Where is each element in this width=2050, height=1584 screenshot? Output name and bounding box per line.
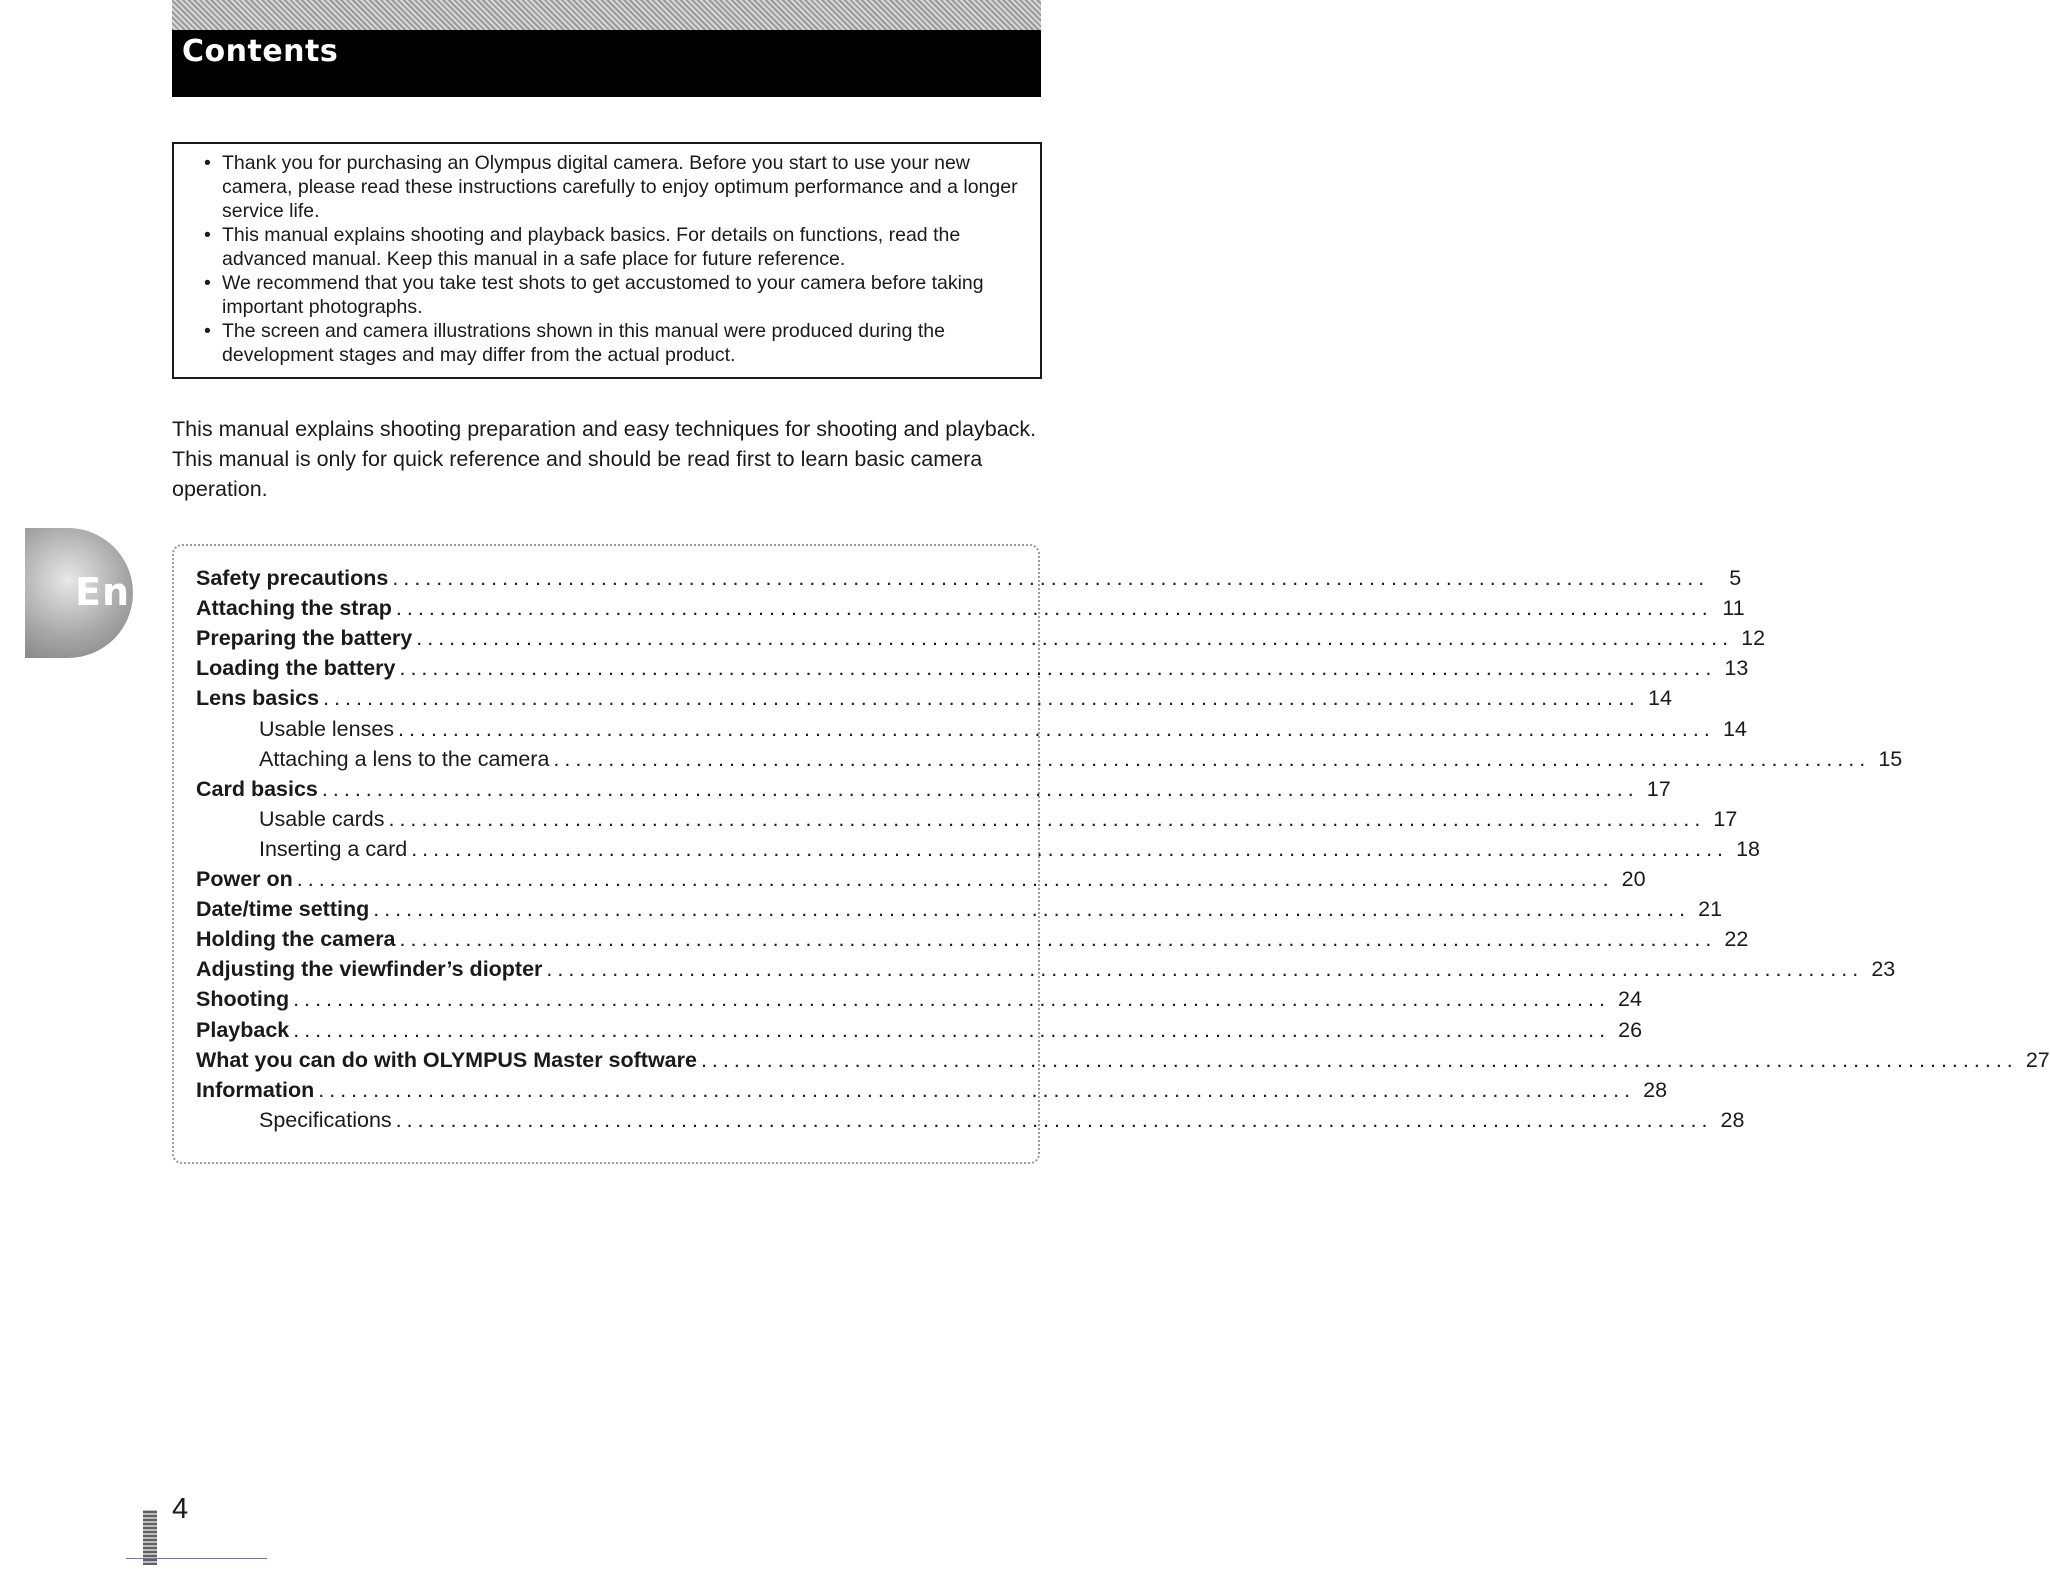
notice-item [204,223,1028,271]
language-tab-label: En [75,570,131,614]
toc-entry-page: 28 [1643,1077,1668,1102]
toc-entry-page: 26 [1618,1017,1643,1042]
header-bar [172,0,1041,97]
toc-entry-page: 17 [1646,776,1671,801]
toc-entry-title: Attaching the strap [196,596,392,621]
toc-entry-title: Preparing the battery [196,626,413,651]
toc-leader-dots: ........................................................................................................................ [553,746,1871,771]
toc-entry-page: 18 [1736,836,1761,861]
toc-entry[interactable] [196,686,1672,716]
toc-leader-dots: ........................................................................................................................ [388,806,1706,831]
toc-entry-title: Power on [196,867,293,891]
toc-entry-page: 12 [1741,626,1766,651]
notice-text: Thank you for purchasing an Olympus digital camera. Before you start to use your new camera, please read these instructions carefully to enjoy optimum performance and a longer service life. [222,152,1018,222]
toc-leader-dots: ........................................................................................................................ [399,927,1717,952]
toc-entry[interactable] [196,1047,2050,1078]
toc-leader-dots: ........................................................................................................................ [323,686,1640,711]
toc-entry-page: 27 [2025,1047,2050,1072]
notice-item [204,271,1028,319]
toc-leader-dots: ........................................................................................................................ [395,1107,1713,1132]
bullet-icon: • [204,272,211,294]
toc-entry-title: Usable lenses [259,716,395,741]
toc-entry-page: 13 [1724,656,1749,681]
header-stripe [172,0,1041,30]
toc-leader-dots: ........................................................................................................................ [398,716,1715,741]
toc-entry[interactable] [196,776,1671,807]
toc-entry[interactable] [196,987,1642,1017]
toc-entry-title: Holding the camera [196,927,396,952]
toc-entry-page: 21 [1698,897,1723,922]
toc-entry[interactable] [259,836,1761,867]
toc-leader-dots: ........................................................................................................................ [293,987,1610,1012]
toc-entry-page: 17 [1713,806,1738,831]
bullet-icon: • [204,320,211,342]
bullet-icon: • [204,224,211,246]
toc-leader-dots: ........................................................................................................................ [392,566,1710,590]
toc-leader-dots: ........................................................................................................................ [293,1017,1611,1042]
toc-entry-page: 22 [1724,927,1749,952]
page-title: Contents [182,34,339,69]
toc-leader-dots: ........................................................................................................................ [411,836,1729,861]
toc-entry[interactable] [259,716,1747,747]
toc-entry[interactable] [196,1077,1668,1108]
toc-entry[interactable] [259,746,1903,777]
notice-text: The screen and camera illustrations shown in this manual were produced during the development stages and may differ from the actual product. [222,320,945,366]
toc-entry-title: Shooting [196,987,290,1012]
toc-entry[interactable] [259,1107,1745,1138]
toc-entry-title: Card basics [196,776,318,801]
toc-entry-title: Safety precautions [196,566,389,590]
toc-entry-title: Date/time setting [196,897,370,922]
toc-entry[interactable] [196,867,1646,897]
toc-entry[interactable] [196,957,1896,987]
toc-entry-title: What you can do with OLYMPUS Master software [196,1047,697,1072]
toc-leader-dots: ........................................................................................................................ [373,897,1691,922]
toc-entry-page: 15 [1878,746,1903,771]
toc-entry-page: 14 [1647,686,1672,711]
toc-entry[interactable] [196,566,1742,596]
notice-list [174,144,1040,367]
language-tab [25,528,133,658]
notice-box [172,142,1042,379]
intro-paragraph: This manual explains shooting preparation and easy techniques for shooting and playback. This manual is only for quick reference and should be read first to learn basic camera operation. [172,417,1037,501]
toc-entry-page: 24 [1618,987,1642,1012]
toc-entry[interactable] [259,806,1738,837]
bullet-icon: • [204,152,211,174]
toc-box [172,544,2050,1164]
page-rule [126,1558,267,1559]
toc-entry-page: 20 [1621,867,1646,891]
notice-item [204,151,1028,223]
toc-entry-title: Adjusting the viewfinder’s diopter [196,957,543,982]
toc-leader-dots: ........................................................................................................................ [296,867,1614,891]
toc-entry[interactable] [196,596,1745,626]
toc-entry-page: 11 [1722,596,1745,621]
toc-entry[interactable] [196,897,1723,927]
toc-entry-page: 28 [1720,1107,1745,1132]
toc-entry-page: 5 [1729,566,1742,590]
toc-leader-dots: ........................................................................................................................ [318,1077,1636,1102]
toc-entry[interactable] [196,1017,1643,1048]
toc-entry-title: Specifications [259,1107,392,1132]
toc-entry-title: Loading the battery [196,656,396,681]
toc-entry[interactable] [196,626,1766,656]
toc-entry-page: 23 [1871,957,1896,982]
toc-entry-title: Usable cards [259,806,385,831]
toc-leader-dots: ........................................................................................................................ [700,1047,2018,1072]
toc-entry-title: Attaching a lens to the camera [259,746,550,771]
toc-entry-page: 14 [1722,716,1747,741]
page-number: 4 [172,1493,189,1525]
toc-leader-dots: ........................................................................................................................ [395,596,1713,621]
toc-entry[interactable] [196,656,1749,686]
toc-leader-dots: ........................................................................................................................ [399,656,1717,681]
notice-text: This manual explains shooting and playback basics. For details on functions, read the advanced manual. Keep this manual in a safe place for future reference. [222,224,961,270]
toc-entry-title: Playback [196,1017,290,1042]
toc-entry-title: Lens basics [196,686,320,711]
toc-leader-dots: ........................................................................................................................ [321,776,1639,801]
toc-entry-title: Inserting a card [259,836,408,861]
toc-entry[interactable] [196,927,1749,957]
toc-entry-title: Information [196,1077,315,1102]
toc-leader-dots: ........................................................................................................................ [416,626,1734,651]
notice-item [204,319,1028,367]
notice-text: We recommend that you take test shots to get accustomed to your camera before taking important photographs. [222,272,984,318]
page-marker [143,1510,157,1565]
toc-leader-dots: ........................................................................................................................ [546,957,1864,982]
